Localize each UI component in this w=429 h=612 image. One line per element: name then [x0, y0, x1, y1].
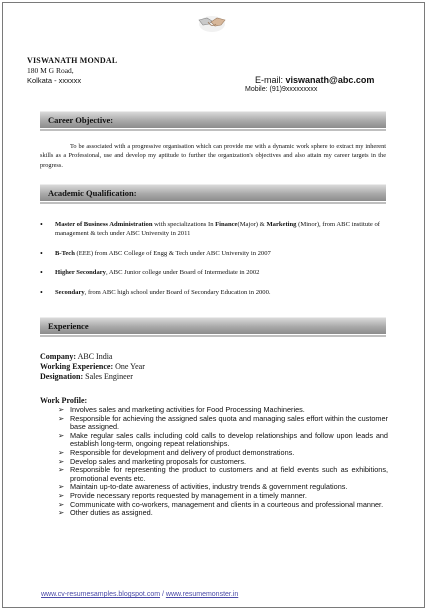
list-item [58, 466, 388, 483]
working-experience-label: Working Experience: [40, 362, 114, 371]
list-item [58, 432, 388, 449]
section-bar-career-objective [40, 111, 386, 128]
degree-name: Master of Business Administration [55, 221, 153, 228]
list-item [58, 415, 388, 432]
list-item-text: Develop sales and marketing proposals for customers. [70, 456, 247, 466]
academic-item [40, 220, 390, 239]
bullet-icon: • [40, 220, 43, 229]
degree-name: Higher Secondary [55, 269, 106, 276]
list-item-text: Communicate with co-workers, management and clients in a courteous and professional manner. [70, 499, 384, 509]
bullet-icon: • [40, 268, 43, 277]
arrow-bullet-icon: ➢ [58, 465, 65, 475]
arrow-bullet-icon: ➢ [58, 405, 65, 414]
minor-name: Marketing [266, 221, 297, 228]
list-item [58, 509, 388, 518]
degree-name: Secondary [55, 289, 85, 296]
list-item-text: Responsible for representing the product to customers and at field events such as exhibitions, promotional events etc. [70, 465, 388, 483]
designation-label: Designation: [40, 372, 84, 381]
address-line-1: 180 M G Road, [27, 66, 74, 75]
address-line-2: Kolkata - xxxxxx [27, 76, 82, 85]
footer-link-resumemonster[interactable]: www.resumemonster.in [165, 591, 239, 598]
email-label: E-mail: [255, 75, 284, 85]
applicant-name: VISWANATH MONDAL [27, 56, 118, 65]
arrow-bullet-icon: ➢ [58, 490, 65, 500]
email-line [255, 75, 374, 85]
degree-text: (Minor), from ABC institute of management & tech under ABC University in 2011 [55, 221, 381, 238]
company-value: ABC India [77, 352, 113, 361]
working-experience-value: One Year [115, 362, 145, 371]
arrow-bullet-icon: ➢ [58, 456, 65, 466]
list-item-text: Other duties as assigned. [70, 508, 153, 518]
footer-separator: / [160, 591, 166, 598]
list-item-text: Make regular sales calls including cold calls to develop relationships and follow upon leads and establish long-term, ongoing repeat relationships. [70, 430, 388, 449]
degree-name: B-Tech [55, 250, 75, 257]
designation-value: Sales Engineer [85, 372, 133, 381]
footer-links [41, 591, 238, 598]
academic-item [40, 268, 390, 277]
list-item-text: Maintain up-to-date awareness of activities, industry trends & government regulations. [70, 482, 348, 492]
company-label: Company: [40, 352, 77, 361]
degree-text: , from ABC high school under Board of Secondary Education in 2000. [84, 289, 271, 296]
degree-text: , ABC Junior college under Board of Intermediate in 2002 [105, 269, 260, 276]
section-title-career-objective: Career Objective: [48, 115, 114, 125]
arrow-bullet-icon: ➢ [58, 447, 65, 457]
major-name: Finance [215, 221, 238, 228]
section-divider [40, 335, 386, 337]
academic-item [40, 249, 390, 258]
handshake-icon [197, 12, 227, 34]
list-item-text: Involves sales and marketing activities for Food Processing Machineries. [70, 405, 305, 414]
company-line [40, 352, 112, 362]
arrow-bullet-icon: ➢ [58, 430, 65, 440]
list-item-text: Responsible for achieving the assigned sales quota and managing sales effort within the customer base assigned. [70, 413, 388, 432]
bullet-icon: • [40, 249, 43, 258]
working-experience-line [40, 362, 145, 372]
section-title-academic: Academic Qualification: [48, 188, 137, 198]
list-item-text: Provide necessary reports requested by management in a timely manner. [70, 490, 307, 500]
degree-text: (Major) & [237, 221, 267, 228]
arrow-bullet-icon: ➢ [58, 482, 65, 492]
section-title-experience: Experience [48, 321, 89, 331]
list-item-text: Responsible for development and delivery of product demonstrations. [70, 447, 295, 457]
arrow-bullet-icon: ➢ [58, 413, 65, 423]
degree-text: (EEE) from ABC College of Engg & Tech under ABC University in 2007 [74, 250, 271, 257]
arrow-bullet-icon: ➢ [58, 508, 65, 518]
section-divider [40, 129, 386, 131]
degree-text: with specializations In [152, 221, 216, 228]
footer-link-cv-resumesamples[interactable]: www.cv-resumesamples.blogspot.com [41, 591, 161, 598]
bullet-icon: • [40, 288, 43, 297]
section-bar-academic [40, 184, 386, 201]
section-bar-experience [40, 317, 386, 334]
mobile-number: Mobile: (91)9xxxxxxxxx [245, 86, 318, 93]
arrow-bullet-icon: ➢ [58, 499, 65, 509]
section-divider [40, 202, 386, 204]
work-profile-list [58, 406, 388, 518]
email-value[interactable]: viswanath@abc.com [285, 75, 375, 85]
designation-line [40, 372, 133, 382]
academic-item [40, 288, 390, 297]
work-profile-title: Work Profile: [40, 396, 88, 405]
career-objective-text: To be associated with a progressive organisation which can provide me with a dynamic work sphere to extract my inherent skills as a Professional, use and develop my aptitude to further the organization's objectives and also attain my career targets in the progress. [40, 143, 386, 169]
